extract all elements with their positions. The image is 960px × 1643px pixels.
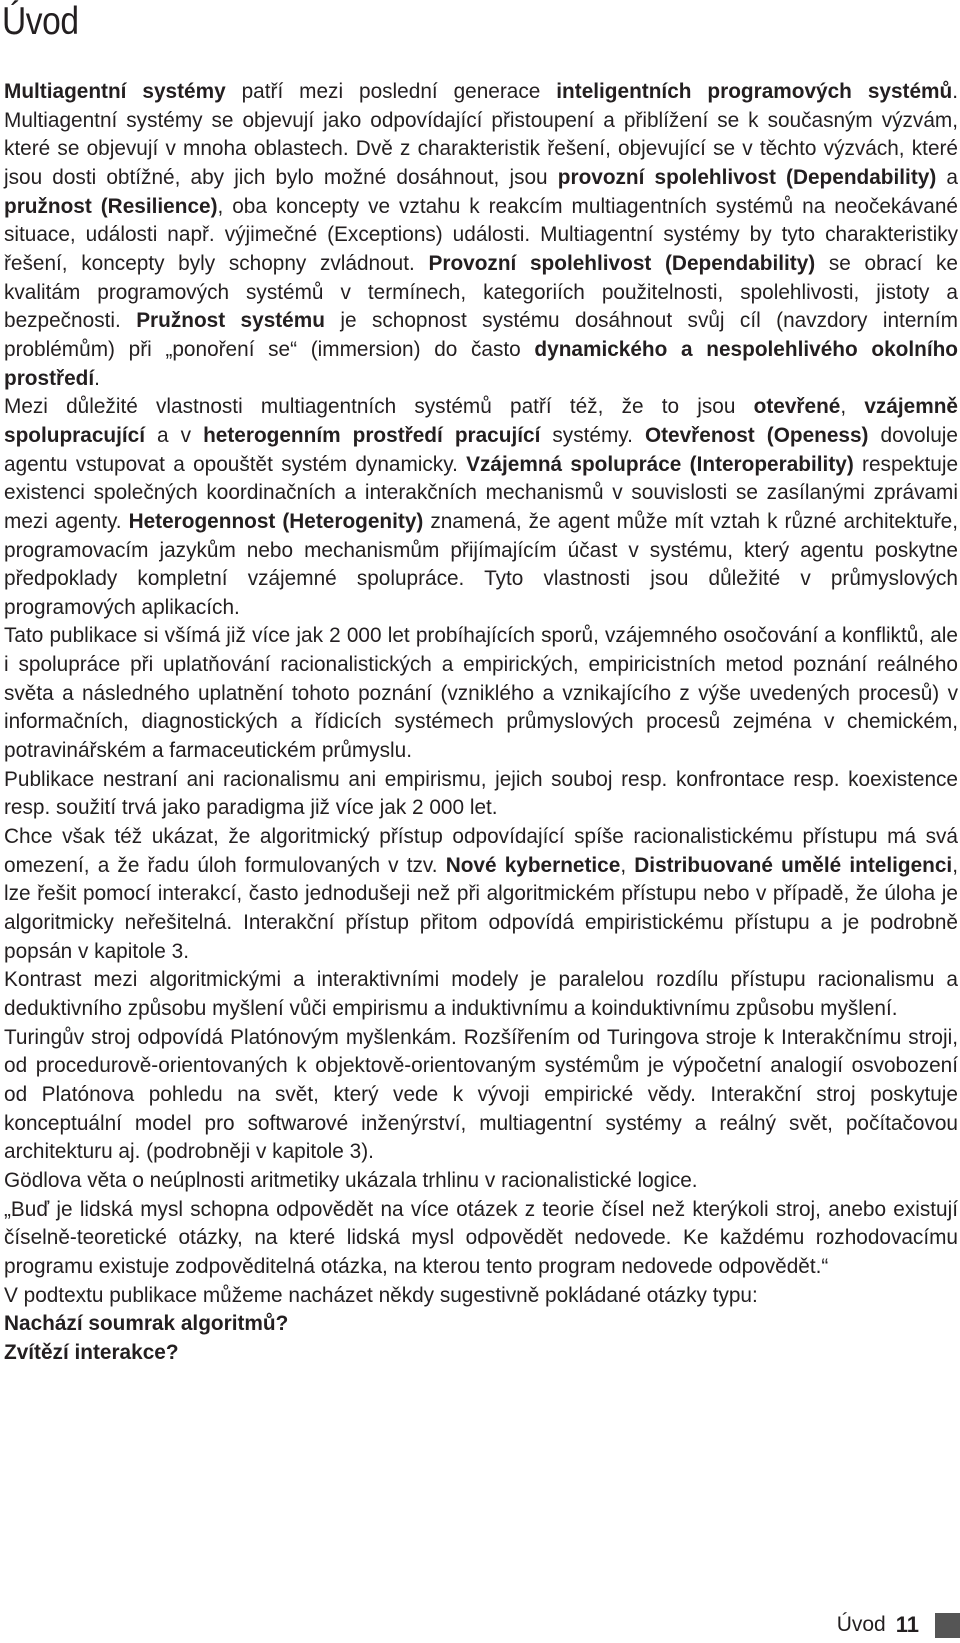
bold-text-run: Heterogennost (Heterogenity) bbox=[128, 509, 424, 533]
footer-square-marker bbox=[935, 1613, 960, 1638]
page-footer bbox=[837, 1611, 960, 1639]
text-run: V podtextu publikace můžeme nacházet někdy sugestivně pokládané otázky typu: bbox=[4, 1283, 758, 1307]
paragraph bbox=[4, 78, 958, 393]
paragraph bbox=[4, 393, 958, 622]
text-run: systémy. bbox=[540, 423, 645, 447]
bold-text-run: Distribuované umělé inteligenci bbox=[634, 853, 953, 877]
bold-text-run: inteligentních programových systémů bbox=[556, 80, 953, 103]
bold-text-run: Nachází soumrak algoritmů? bbox=[4, 1312, 289, 1336]
text-run: , bbox=[620, 853, 635, 877]
paragraph bbox=[4, 1282, 958, 1311]
text-run: a bbox=[936, 165, 958, 189]
page-title: Úvod bbox=[2, 0, 79, 43]
text-run: , bbox=[840, 395, 865, 419]
footer-page-number: 11 bbox=[895, 1612, 919, 1637]
bold-text-run: Otevřenost (Openess) bbox=[644, 423, 869, 447]
text-run: dovoluje agentu vstupovat a opouštět systém dynamicky. bbox=[4, 423, 958, 476]
paragraph bbox=[4, 1339, 958, 1368]
bold-text-run: dynamického a nespolehlivého okolního prostředí bbox=[4, 337, 959, 390]
text-run: respektuje existenci společných koordinačních a interakčních mechanismů v souvislosti se zasílanými zprávami mezi agenty. bbox=[4, 452, 959, 533]
paragraph bbox=[4, 1310, 958, 1339]
paragraph bbox=[4, 823, 958, 966]
bold-text-run: Provozní spolehlivost (Dependability) bbox=[428, 251, 816, 275]
bold-text-run: Vzájemná spolupráce (Interoperability) bbox=[466, 452, 854, 476]
text-run: Tato publikace si všímá již více jak 2 000 let probíhajících sporů, vzájemného osočování a konfliktů, ale i spolupráce při uplatňování racionalistických a empirických, empiricistních metod poznání reálného světa a následného uplatnění tohoto poznání (vzniklého a vznikajícího z výše uvedených procesů) v informačních, diagnostických a řídicích systémech průmyslových procesů zejména v chemickém, potravinářském a farmaceutickém průmyslu. bbox=[4, 624, 958, 763]
paragraph bbox=[4, 1024, 958, 1167]
text-run: , oba koncepty ve vztahu k reakcím multiagentních systémů na neočekávané situace, události např. výjimečné (Exceptions) události. Multiagentní systémy by tyto charakteristiky řešení, koncepty byly schopny zvládnout. bbox=[4, 194, 958, 275]
text-run: Mezi důležité vlastnosti multiagentních systémů patří též, že to jsou bbox=[4, 395, 754, 419]
paragraph bbox=[4, 1167, 958, 1196]
text-run: , lze řešit pomocí interakcí, často jednodušeji než při algoritmickém přístupu nebo v případě, že úloha je algoritmicky neřešitelná. Interakční přístup přitom odpovídá empiristickému přístupu a je podrobně popsán v kapitole 3. bbox=[4, 853, 958, 963]
text-run: „Buď je lidská mysl schopna odpovědět na více otázek z teorie čísel než kterýkoli stroj, anebo existují číselně-teoretické otázky, na které lidská mysl odpovědět nedovede. Ke každému rozhodovacímu programu existuje zodpověditelná otázka, na kterou tento program nedovede odpovědět.“ bbox=[4, 1197, 958, 1278]
text-run: Kontrast mezi algoritmickými a interaktivními modely je paralelou rozdílu přístupu racionalismu a deduktivního způsobu myšlení vůči empirismu a induktivnímu a koinduktivnímu způsobu myšlení. bbox=[4, 968, 958, 1020]
text-run: znamená, že agent může mít vztah k různé architektuře, programovacím jazykům nebo mechanismům přijímajícím účast v systému, který agentu poskytne předpoklady kompletní vzájemné spolupráce. Tyto vlastnosti jsou důležité v průmyslových programových aplikacích. bbox=[4, 509, 958, 619]
text-run: Publikace nestraní ani racionalismu ani empirismu, jejich souboj resp. konfrontace resp. koexistence resp. soužití trvá jako paradigma již více jak 2 000 let. bbox=[4, 767, 958, 820]
paragraph bbox=[4, 1196, 958, 1282]
text-run: Chce však též ukázat, že algoritmický přístup odpovídající spíše racionalistickému přístupu má svá omezení, a že řadu úloh formulovaných v tzv. bbox=[4, 825, 958, 877]
text-run: a v bbox=[145, 423, 204, 447]
bold-text-run: pružnost (Resilience) bbox=[4, 194, 218, 218]
body-text bbox=[4, 78, 958, 1368]
bold-text-run: Zvítězí interakce? bbox=[4, 1340, 179, 1364]
text-run: se obrací ke kvalitám programových systémů v termínech, kategoriích použitelnosti, spolehlivosti, jistoty a bezpečnosti. bbox=[4, 251, 958, 333]
bold-text-run: Nové kybernetice bbox=[445, 853, 621, 877]
text-run: Gödlova věta o neúplnosti aritmetiky ukázala trhlinu v racionalistické logice. bbox=[4, 1168, 698, 1192]
bold-text-run: heterogenním prostředí pracující bbox=[203, 423, 541, 447]
text-run: . Multiagentní systémy se objevují jako odpovídající přistoupení a přiblížení se k současným výzvám, které se objevují v mnoha oblastech. Dvě z charakteristik řešení, objevující se v těchto výzvách, které jsou dosti obtížné, aby jich bylo možné dosáhnout, jsou bbox=[4, 80, 958, 189]
bold-text-run: Multiagentní systémy bbox=[4, 80, 226, 103]
text-run: . bbox=[94, 366, 100, 390]
bold-text-run: otevřené bbox=[753, 395, 841, 419]
paragraph bbox=[4, 622, 958, 765]
bold-text-run: Pružnost systému bbox=[136, 309, 325, 333]
footer-chapter-label: Úvod bbox=[836, 1613, 886, 1636]
paragraph bbox=[4, 766, 958, 823]
paragraph bbox=[4, 966, 958, 1023]
text-run: Turingův stroj odpovídá Platónovým myšlenkám. Rozšířením od Turingova stroje k Interakčnímu stroji, od procedurově-orientovaných k objektově-orientovaným systémům je výpočetní analogií osvobození od Platónova pohledu na svět, který vede k vývoji empirické vědy. Interakční stroj poskytuje konceptuální model pro softwarové inženýrství, multiagentní systémy a reálný svět, počítačovou architekturu aj. (podrobněji v kapitole 3). bbox=[4, 1025, 958, 1164]
bold-text-run: vzájemně spolupracující bbox=[4, 395, 958, 447]
text-run: patří mezi poslední generace bbox=[225, 80, 557, 103]
text-run: je schopnost systému dosáhnout svůj cíl (navzdory interním problémům) při „ponoření se“ (immersion) do často bbox=[4, 309, 958, 361]
bold-text-run: provozní spolehlivost (Dependability) bbox=[557, 165, 937, 189]
